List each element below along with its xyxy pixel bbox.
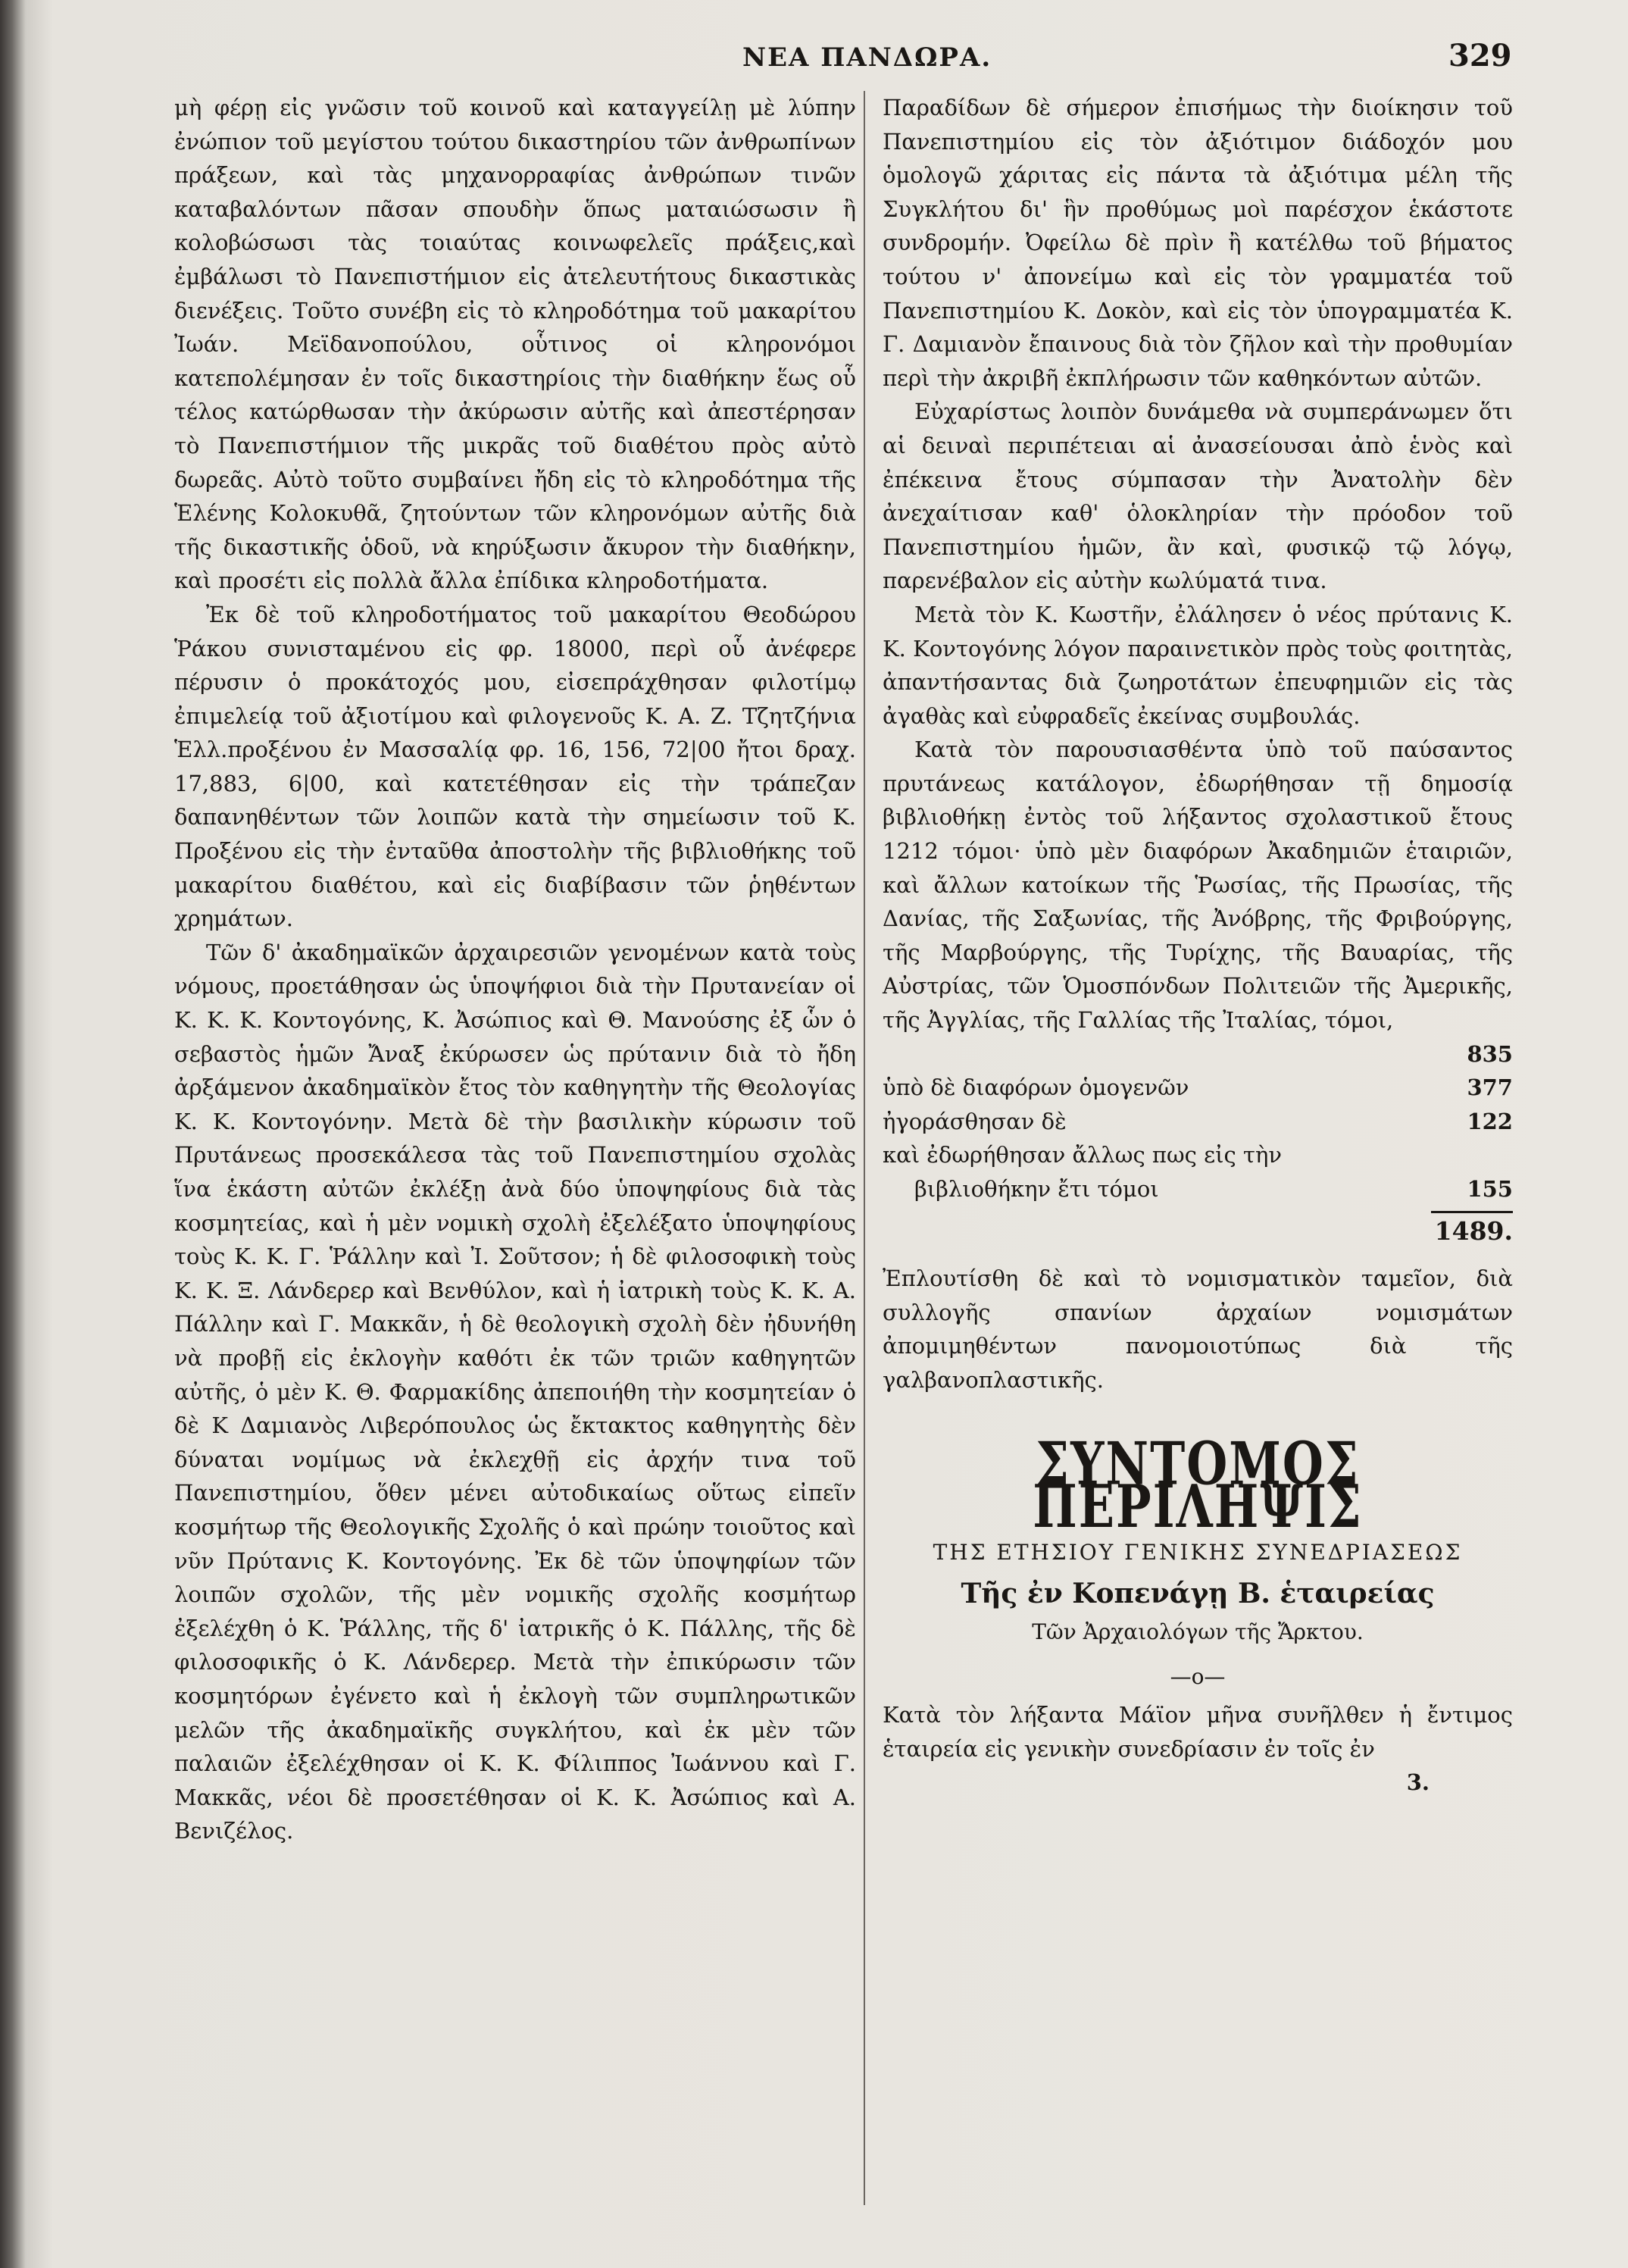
section-heading: ΣΥΝΤΟΜΟΣ ΠΕΡΙΛΗΨΙΣ [1033,1428,1363,1541]
book-tally-total: 1489. [1434,1215,1513,1246]
book-tally-row [883,1037,1513,1071]
book-tally [883,1037,1513,1249]
signature-mark: 3. [1406,1769,1430,1796]
right-paragraph-5: Ἐπλουτίσθη δὲ καὶ τὸ νομισματικὸν ταμεῖον, διὰ συλλογῆς σπανίων ἀρχαίων νομισμάτων ἀπομιμηθέντων πανομοιοτύπως διὰ τῆς γαλβανοπλαστικῆς. [883,1265,1513,1393]
sum-rule [1431,1211,1513,1213]
right-paragraph-2: Εὐχαρίστως λοιπὸν δυνάμεθα νὰ συμπεράνωμεν ὅτι αἱ δειναὶ περιπέτειαι αἱ ἀνασείουσαι ἀπὸ ἑνὸς καὶ ἐπέκεινα ἔτους σύμπασαν τὴν Ἀνατολὴν δὲν ἀνεχαίτισαν καθ' ὁλοκληρίαν τὴν πρόοδον τοῦ Πανεπιστημίου ἡμῶν, ἂν καὶ, φυσικῷ τῷ λόγῳ, παρενέβαλον εἰς αὐτὴν κωλύματά τινα. [883,399,1513,594]
right-paragraph-4: Κατὰ τὸν παρουσιασθέντα ὑπὸ τοῦ παύσαντος πρυτάνεως κατάλογον, ἐδωρήθησαν τῇ δημοσίᾳ βιβλιοθήκῃ ἐντὸς τοῦ λήξαντος σχολαστικοῦ ἔτους 1212 τόμοι· ὑπὸ μὲν διαφόρων Ἀκαδημιῶν ἑταιριῶν, καὶ ἄλλων κατοίκων τῆς Ῥωσίας, τῆς Πρωσίας, τῆς Δανίας, τῆς Σαξωνίας, τῆς Ἀνόβρης, τῆς Φριβούργης, τῆς Μαρβούργης, τῆς Τυρίχης, τῆς Βαυαρίας, τῆς Αὐστρίας, τῶν Ὁμοσπόνδων Πολιτειῶν τῆς Ἀμερικῆς, τῆς Ἀγγλίας, τῆς Γαλλίας τῆς Ἰταλίας, τόμοι, [883,737,1513,1034]
section-divider: —o— [1170,1663,1226,1689]
left-paragraph-3: Τῶν δ' ἀκαδημαϊκῶν ἀρχαιρεσιῶν γενομένων κατὰ τοὺς νόμους, προετάθησαν ὡς ὑποψήφιοι διὰ τὴν Πρυτανείαν οἱ Κ. Κ. Κ. Κοντογόνης, Κ. Ἀσώπιος καὶ Θ. Μανούσης ἐξ ὧν ὁ σεβαστὸς ἡμῶν Ἄναξ ἐκύρωσεν ὡς πρύτανιν διὰ τὸ ἤδη ἀρξάμενον ἀκαδημαϊκὸν ἔτος τὸν καθηγητὴν τῆς Θεολογίας Κ. Κ. Κοντογόνην. Μετὰ δὲ τὴν βασιλικὴν κύρωσιν τοῦ Πρυτάνεως προσεκάλεσα τὰς τοῦ Πανεπιστημίου σχολὰς ἵνα ἑκάστη αὐτῶν ἐκλέξῃ ἀνὰ δύο ὑποψηφίους διὰ τὰς κοσμητείας, καὶ ἡ μὲν νομικὴ σχολὴ ἐξελέξατο ὑποψηφίους τοὺς Κ. Κ. Γ. Ῥάλλην καὶ Ἰ. Σοῦτσον; ἡ δὲ φιλοσοφικὴ τοὺς Κ. Κ. Ξ. Λάνδερερ καὶ Βενθύλον, καὶ ἡ ἰατρικὴ τοὺς Κ. Κ. Α. Πάλλην καὶ Γ. Μακκᾶν, ἡ δὲ θεολογικὴ σχολὴ δὲν ἠδυνήθη νὰ προβῇ εἰς ἐκλογὴν καθότι ἐκ τῶν τριῶν καθηγητῶν αὐτῆς, ὁ μὲν Κ. Θ. Φαρμακίδης ἀπεποιήθη τὴν κοσμητείαν ὁ δὲ Κ Δαμιανὸς Λιβερόπουλος ὡς ἔκτακτος καθηγητὴς δὲν δύναται νομίμως νὰ ἐκλεχθῇ εἰς ἀρχήν τινα τοῦ Πανεπιστημίου, ὅθεν μένει αὐτοδικαίως οὕτως εἰπεῖν κοσμήτωρ τῆς Θεολογικῆς Σχολῆς ὁ καὶ πρώην τοιοῦτος καὶ νῦν Πρύτανις Κ. Κοντογόνης. Ἐκ δὲ τῶν ὑποψηφίων τῶν λοιπῶν σχολῶν, τῆς μὲν νομικῆς σχολῆς κοσμήτωρ ἐξελέχθη ὁ Κ. Ῥάλλης, τῆς δ' ἰατρικῆς ὁ Κ. Πάλλης, τῆς δὲ φιλοσοφικῆς ὁ Κ. Λάνδερερ. Μετὰ τὴν ἐπικύρωσιν τῶν κοσμητόρων ἐγένετο καὶ ἡ ἐκλογὴ τῶν συμπληρωτικῶν μελῶν τῆς ἀκαδημαϊκῆς συγκλήτου, καὶ ἐκ μὲν τῶν παλαιῶν ἐξελέχθησαν οἱ Κ. Κ. Φίλιππος Ἰωάννου καὶ Γ. Μακκᾶς, νέοι δὲ προσετέθησαν οἱ Κ. Κ. Ἀσώπιος καὶ Α. Βενιζέλος. [174,939,856,1844]
book-tally-row [883,1071,1513,1105]
running-header [0,29,1628,82]
section-subtitle-3: Τῶν Ἀρχαιολόγων τῆς Ἄρκτου. [1032,1619,1364,1644]
section-subtitle-2: Τῆς ἐν Κοπενάγῃ Β. ἑταιρείας [961,1578,1435,1610]
right-paragraph-1: Παραδίδων δὲ σήμερον ἐπισήμως τὴν διοίκησιν τοῦ Πανεπιστημίου εἰς τὸν ἀξιότιμον διάδοχόν μου ὁμολογῶ χάριτας εἰς πάντα τὰ ἀξιότιμα μέλη τῆς Συγκλήτου δι' ἣν προθύμως μοὶ παρέσχον ἑκάστοτε συνδρομήν. Ὀφείλω δὲ πρὶν ἢ κατέλθω τοῦ βήματος τούτου ν' ἀπονείμω καὶ εἰς τὸν γραμματέα τοῦ Πανεπιστημίου Κ. Δοκὸν, καὶ εἰς τὸν ὑπογραμματέα Κ. Γ. Δαμιανὸν ἔπαινους διὰ τὸν ζῆλον καὶ τὴν προθυμίαν περὶ τὴν ἀκριβῆ ἐκπλήρωσιν τῶν καθηκόντων αὐτῶν. [883,95,1513,391]
book-tally-value: 155 [1467,1176,1513,1202]
book-tally-row [883,1172,1513,1206]
left-paragraph-2: Ἐκ δὲ τοῦ κληροδοτήματος τοῦ μακαρίτου Θεοδώρου Ῥάκου συνισταμένου εἰς φρ. 18000, περὶ οὗ ἀνέφερε πέρυσιν ὁ προκάτοχός μου, εἰσεπράχθησαν φιλοτίμῳ ἐπιμελείᾳ τοῦ ἀξιοτίμου καὶ φιλογενοῦς Κ. Α. Ζ. Τζητζήνια Ἑλλ.προξένου ἐν Μασσαλίᾳ φρ. 16, 156, 72|00 ἤτοι δραχ. 17,883, 6|00, καὶ κατετέθησαν εἰς τὴν τράπεζαν δαπανηθέντων τῶν λοιπῶν κατὰ τὴν σημείωσιν τοῦ Κ. Προξένου εἰς τὴν ἐνταῦθα ἀποστολὴν τῆς βιβλιοθήκης τοῦ μακαρίτου διαθέτου, καὶ εἰς διαβίβασιν τῶν ῥηθέντων χρημάτων. [174,601,856,932]
book-tally-label: ἠγοράσθησαν δὲ [883,1108,1067,1134]
section-subtitle-1: ΤΗΣ ΕΤΗΣΙΟΥ ΓΕΝΙΚΗΣ ΣΥΝΕΔΡΙΑΣΕΩΣ [933,1539,1463,1565]
book-tally-row [883,1138,1513,1172]
book-tally-value: 377 [1467,1075,1513,1101]
book-tally-label: ὑπὸ δὲ διαφόρων ὁμογενῶν [883,1075,1189,1101]
publication-title: ΝΕΑ ΠΑΝΔΩΡΑ. [742,42,992,73]
book-tally-value: 835 [1467,1040,1513,1067]
column-divider [864,91,865,2205]
left-column [174,91,856,1848]
book-tally-row [883,1105,1513,1139]
book-tally-label: βιβλιοθήκην ἔτι τόμοι [914,1176,1159,1202]
right-column [883,91,1513,1800]
page-number: 329 [1448,38,1512,74]
left-paragraph-1: μὴ φέρῃ εἰς γνῶσιν τοῦ κοινοῦ καὶ καταγγείλῃ μὲ λύπην ἐνώπιον τοῦ μεγίστου τούτου δικαστηρίου τῶν ἀνθρωπίνων πράξεων, καὶ τὰς μηχανορραφίας ἀνθρώπων τινῶν καταβαλόντων πᾶσαν σπουδὴν ὅπως ματαιώσωσιν ἢ κολοβώσωσι τὰς τοιαύτας κοινωφελεῖς πράξεις,καὶ ἐμβάλωσι τὸ Πανεπιστήμιον εἰς ἀτελευτήτους δικαστικὰς διενέξεις. Τοῦτο συνέβη εἰς τὸ κληροδότημα τοῦ μακαρίτου Ἰωάν. Μεϊδανοπούλου, οὗτινος οἱ κληρονόμοι κατεπολέμησαν ἐν τοῖς δικαστηρίοις τὴν διαθήκην ἕως οὗ τέλος κατώρθωσαν τὴν ἀκύρωσιν αὐτῆς καὶ ἀπεστέρησαν τὸ Πανεπιστήμιον τῆς μικρᾶς τοῦ διαθέτου πρὸς αὐτὸ δωρεᾶς. Αὐτὸ τοῦτο συμβαίνει ἤδη εἰς τὸ κληροδότημα τῆς Ἑλένης Κολοκυθᾶ, ζητούντων τῶν κληρονόμων αὐτῆς διὰ τῆς δικαστικῆς ὁδοῦ, νὰ κηρύξωσιν ἄκυρον τὴν διαθήκην, καὶ προσέτι εἰς πολλὰ ἄλλα ἐπίδικα κληροδοτήματα. [174,95,856,594]
right-paragraph-3: Μετὰ τὸν Κ. Κωστῆν, ἐλάλησεν ὁ νέος πρύτανις Κ. Κ. Κοντογόνης λόγον παραινετικὸν πρὸς τοὺς φοιτητὰς, ἀπαντήσαντας διὰ ζωηροτάτων ἐπευφημιῶν εἰς τὰς ἀγαθὰς καὶ εὐφραδεῖς ἐκείνας συμβουλάς. [883,601,1513,729]
closing-paragraph: Κατὰ τὸν λήξαντα Μάϊον μῆνα συνῆλθεν ἡ ἔντιμος ἑταιρεία εἰς γενικὴν συνεδρίασιν ἐν τοῖς ἐν [883,1702,1513,1762]
book-tally-value: 122 [1467,1108,1513,1134]
book-tally-label: καὶ ἐδωρήθησαν ἄλλως πως εἰς τὴν [883,1142,1282,1168]
